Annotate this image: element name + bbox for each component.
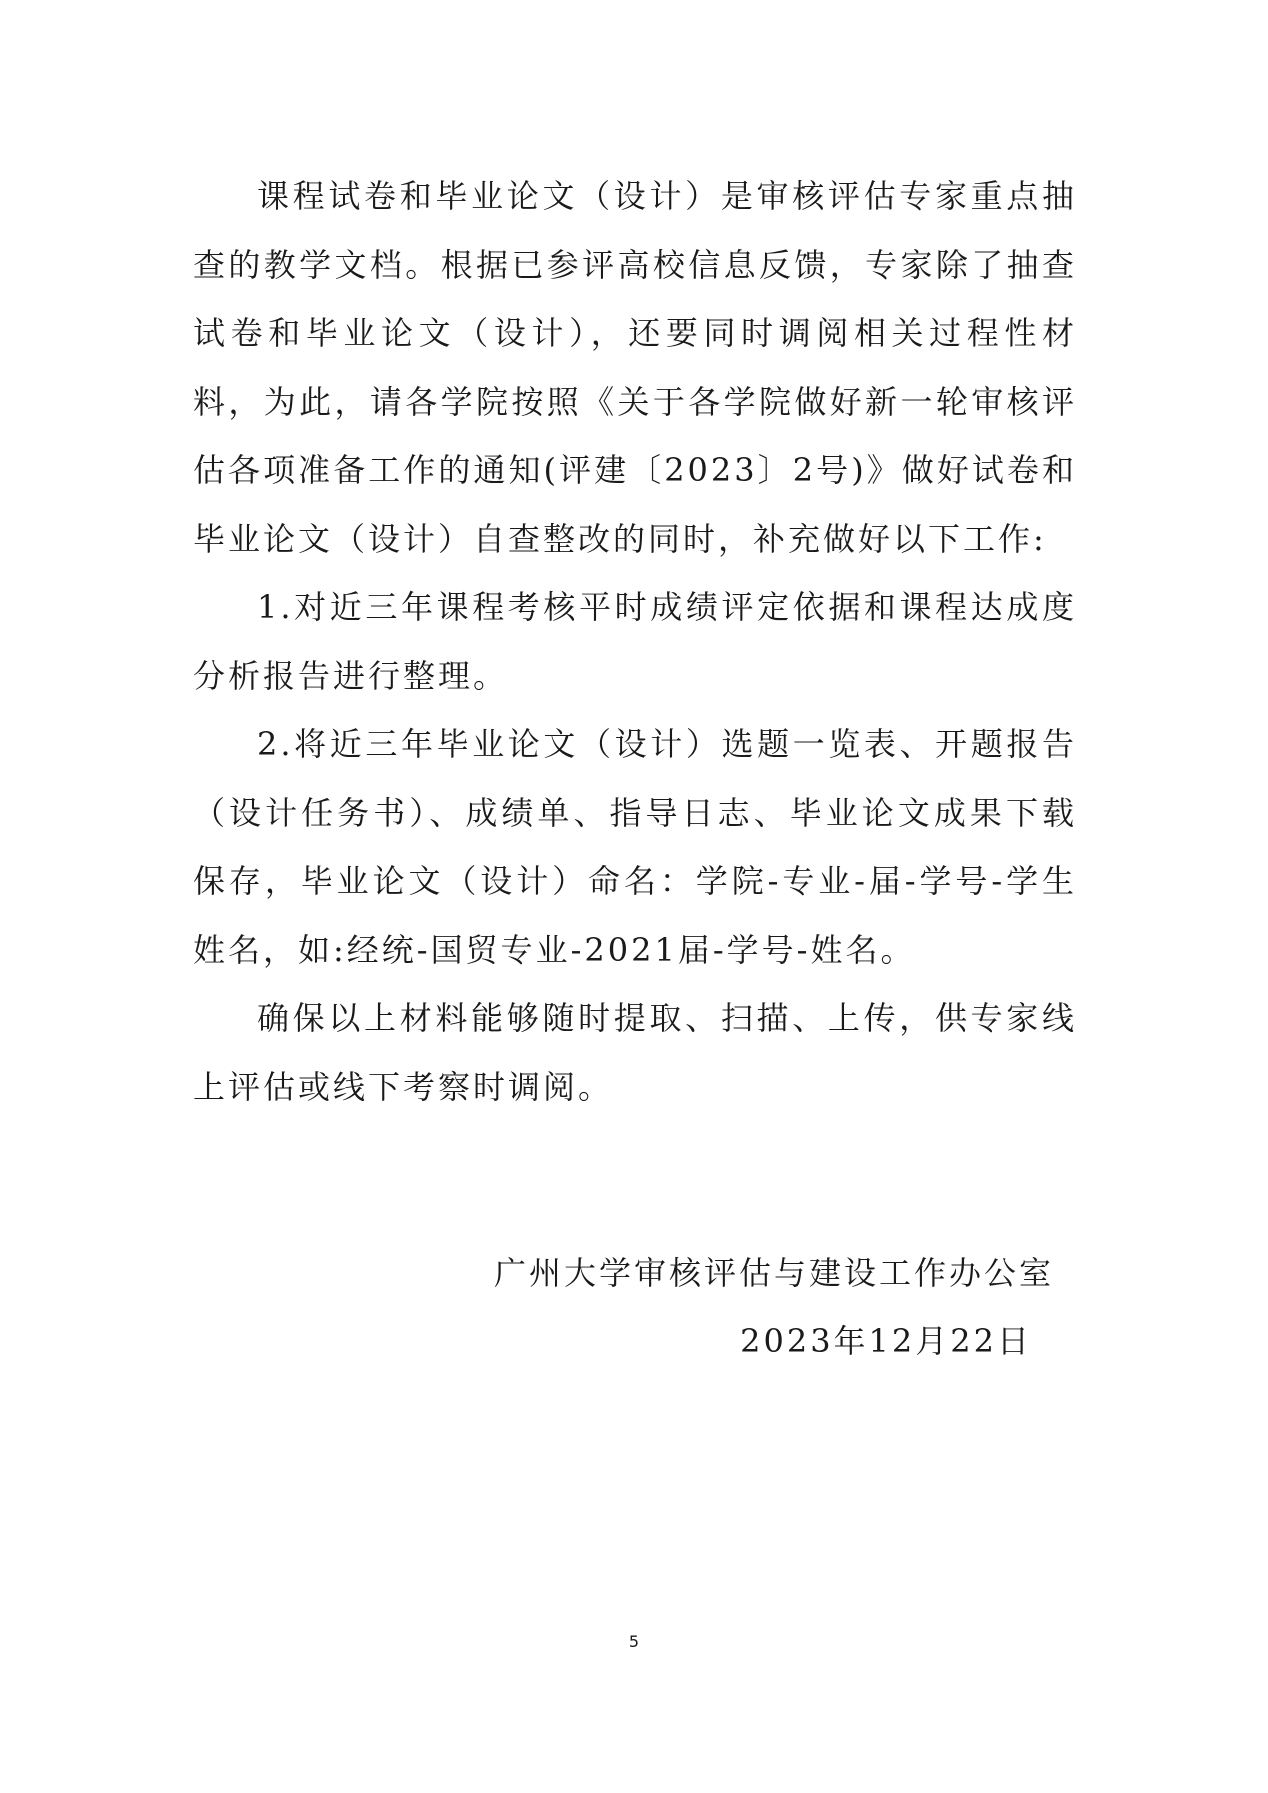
signature-date: 2023年12月22日 (740, 1322, 1032, 1360)
paragraph-closing: 确保以上材料能够随时提取、扫描、上传，供专家线上评估或线下考察时调阅。 (193, 999, 1077, 1106)
page-number: 5 (628, 1632, 640, 1651)
paragraph-intro: 课程试卷和毕业论文（设计）是审核评估专家重点抽查的教学文档。根据已参评高校信息反馈，专家除了抽查试卷和毕业论文（设计），还要同时调阅相关过程性材料，为此，请各学院按照《关于各学院做好新一轮审核评估各项准备工作的通知(评建〔2023〕2号)》做好试卷和毕业论文（设计）自查整改的同时，补充做好以下工作: (193, 177, 1077, 558)
document-body (193, 162, 1077, 1121)
signature-organization: 广州大学审核评估与建设工作办公室 (493, 1254, 1054, 1292)
paragraph-item-1: 1.对近三年课程考核平时成绩评定依据和课程达成度分析报告进行整理。 (193, 588, 1077, 695)
paragraph-item-2: 2.将近三年毕业论文（设计）选题一览表、开题报告（设计任务书）、成绩单、指导日志、毕业论文成果下载保存，毕业论文（设计）命名：学院-专业-届-学号-学生姓名，如:经统-国贸专业-2021届-学号-姓名。 (193, 725, 1077, 969)
